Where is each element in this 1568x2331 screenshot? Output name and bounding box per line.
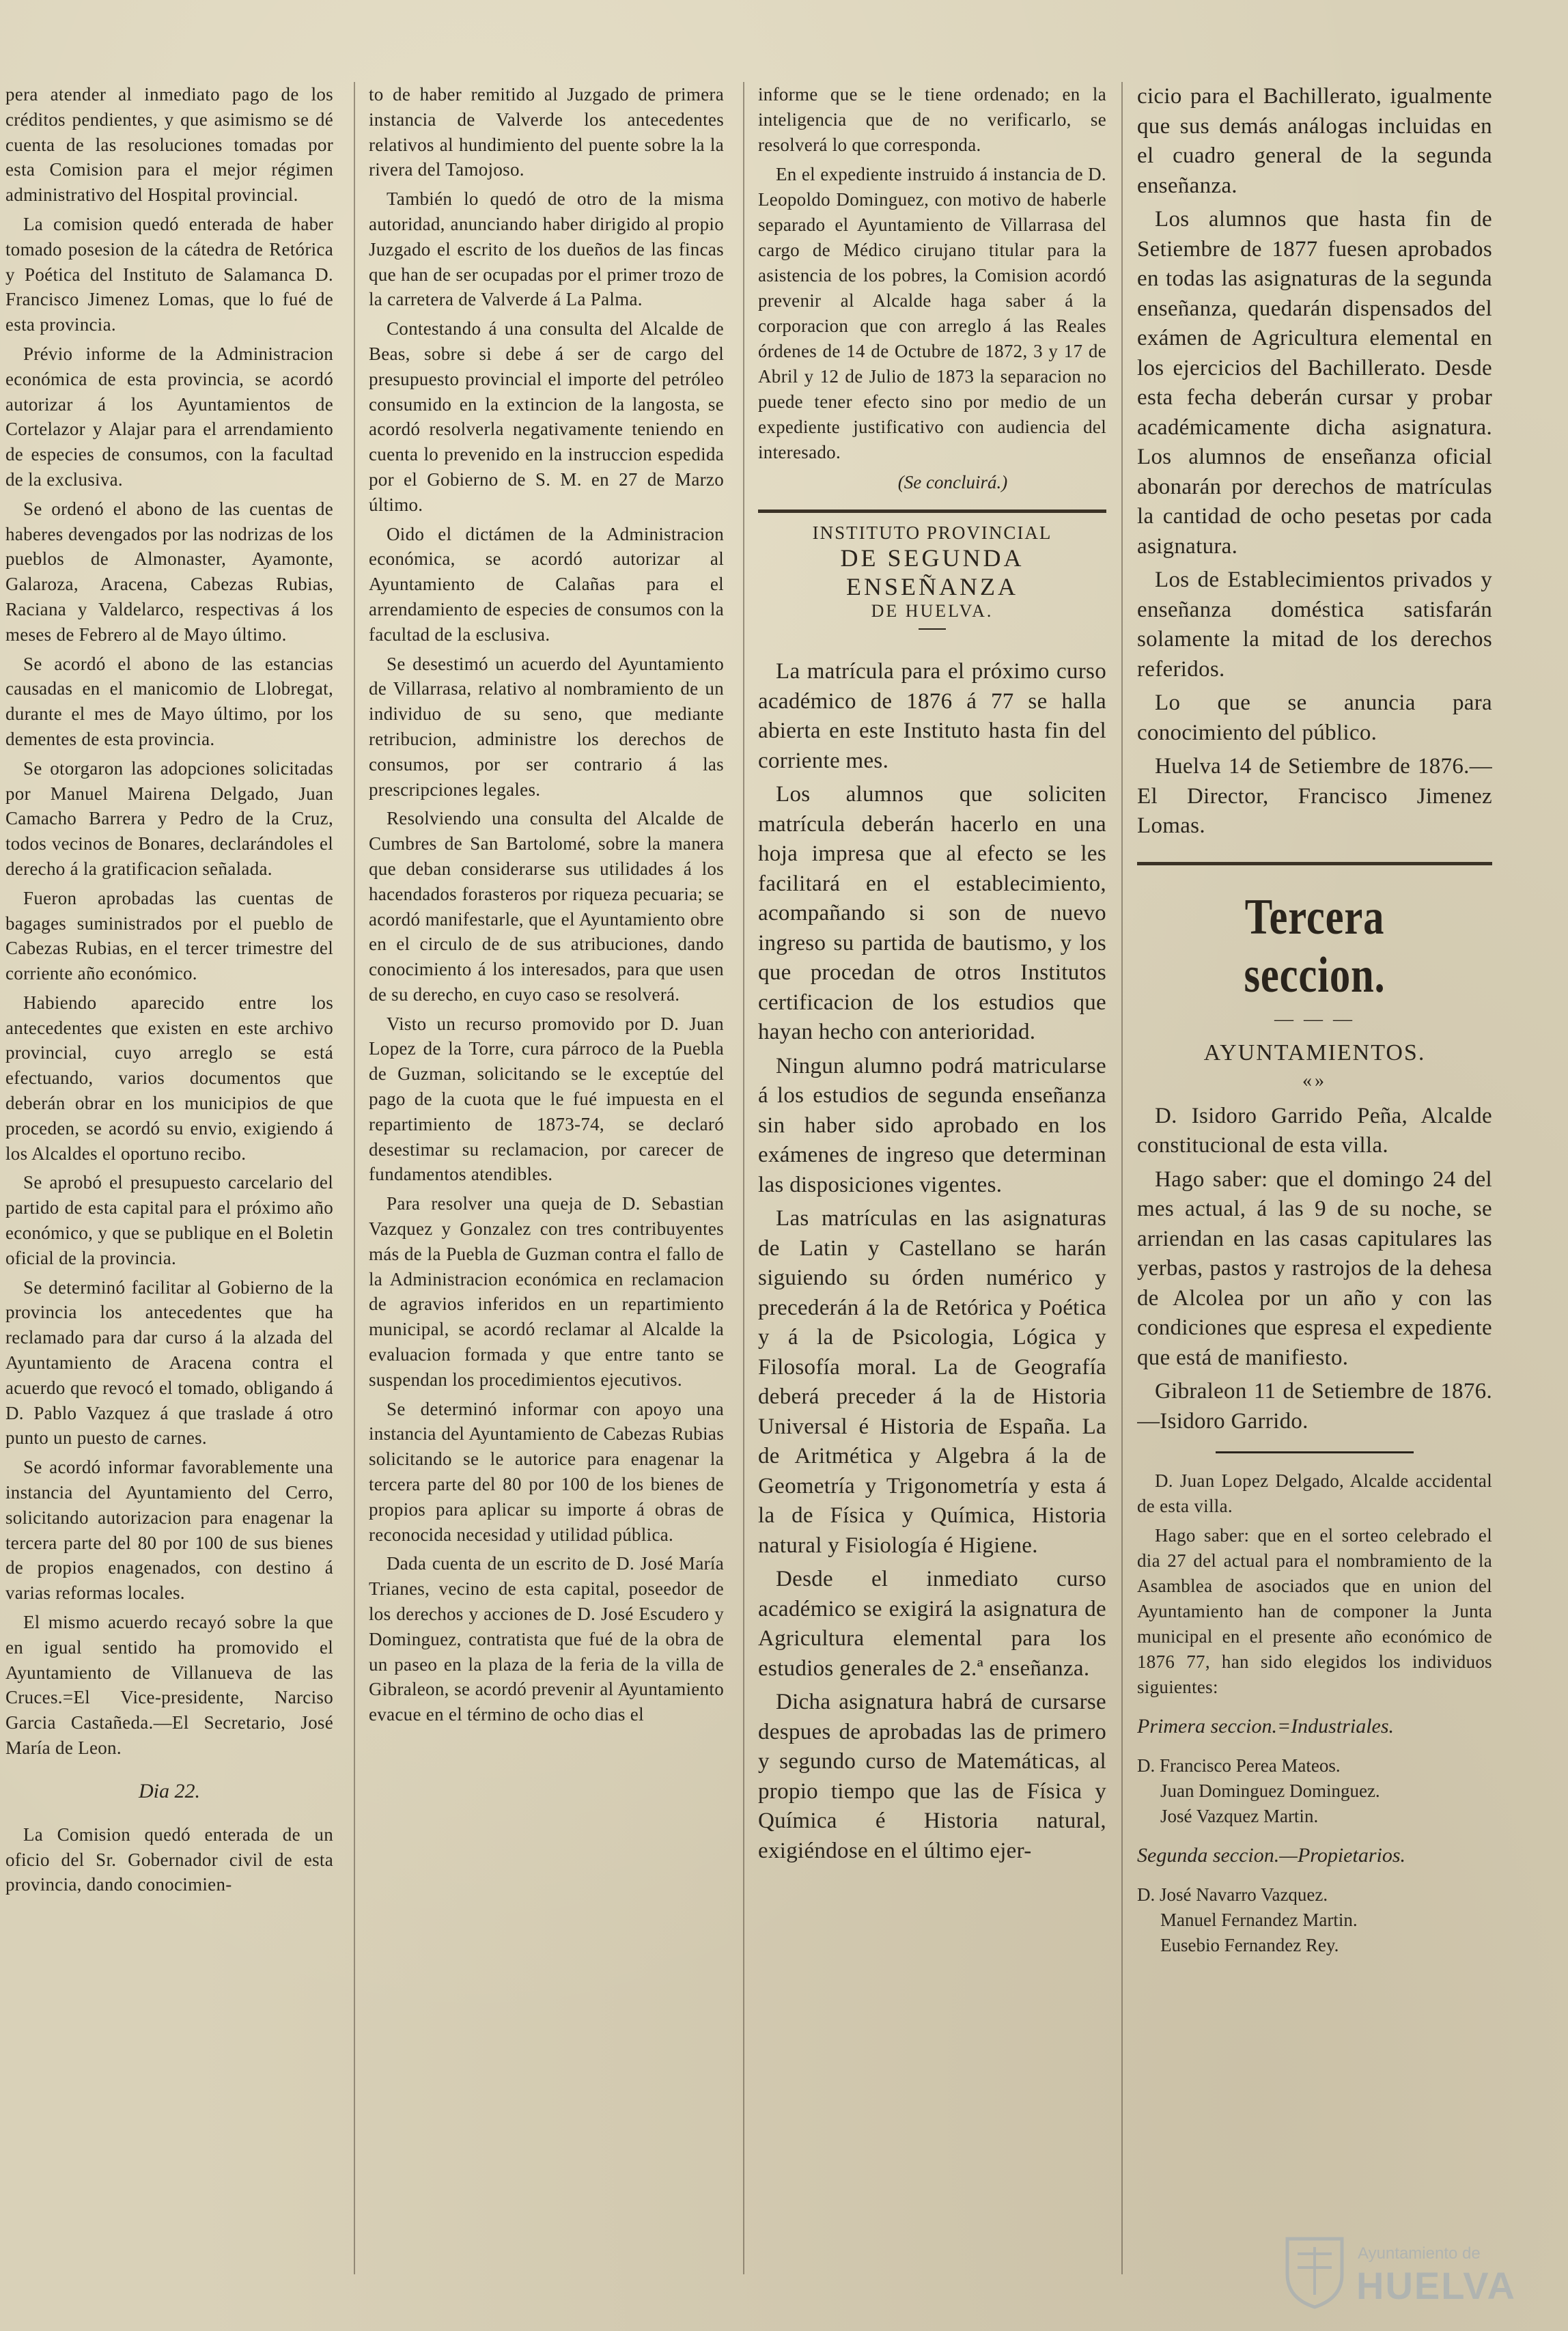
paragraph: Hago saber: que el domingo 24 del mes actual, á las 9 de su noche, se arriendan en las casas capitulares las yerbas, pastos y rastrojos de la dehesa de Alcolea por un año y con las condiciones que espresa el expediente que está de manifiesto. bbox=[1137, 1167, 1492, 1370]
paragraph: La Comision quedó enterada de un oficio del Sr. Gobernador civil de esta provincia, dando conocimien- bbox=[5, 1824, 333, 1895]
paragraph: Contestando á una consulta del Alcalde de Beas, sobre si debe á ser de cargo del presupuesto provincial el importe del petróleo consumido en la extincion de la langosta, se acordó resolverla negativamente teniendo en cuenta lo prevenido en la instruccion espedida por el Gobierno de S. M. en 27 de Marzo último. bbox=[369, 318, 724, 515]
paragraph: Ningun alumno podrá matricularse á los estudios de segunda enseñanza sin haber sido aprobado en los exámenes de ingreso que determinan las disposiciones vigentes. bbox=[758, 1053, 1106, 1197]
paragraph: La matrícula para el próximo curso académico de 1876 á 77 se halla abierta en este Instituto hasta fin del corriente mes. bbox=[758, 659, 1106, 773]
section-subtitle: AYUNTAMIENTOS. bbox=[1203, 1039, 1426, 1065]
column-3 bbox=[758, 82, 1106, 2274]
section-title: Tercera seccion. bbox=[1244, 889, 1386, 1003]
paragraph: Se ordenó el abono de las cuentas de haberes devengados por las nodrizas de los pueblos de Almonaster, Ayamonte, Galaroza, Aracena, Cabezas Rubias, Raciana y Valdelarco, respectivas á los meses de Febrero al de Mayo último. bbox=[5, 498, 333, 645]
divider bbox=[1216, 1451, 1414, 1453]
paragraph: Se desestimó un acuerdo del Ayuntamiento de Villarrasa, relativo al nombramiento de un individuo de su seno, que mediante retribucion, administre los derechos de consumos, por ser contrario á las prescripciones legales. bbox=[369, 653, 724, 800]
institute-subheading: DE SEGUNDA ENSEÑANZA bbox=[840, 544, 1024, 600]
list-item: José Vazquez Martin. bbox=[1160, 1806, 1319, 1826]
column-4 bbox=[1137, 82, 1492, 2274]
paragraph: Huelva 14 de Setiembre de 1876.—El Director, Francisco Jimenez Lomas. bbox=[1137, 754, 1492, 838]
paragraph: Hago saber: que en el sorteo celebrado el dia 27 del actual para el nombramiento de la Asamblea de asociados que en union del Ayuntamiento han de componer la Junta municipal en el presente año económico de 1876 77, han sido elegidos los individuos siguientes: bbox=[1137, 1525, 1492, 1697]
column-divider bbox=[354, 82, 355, 2274]
paragraph: Los de Establecimientos privados y enseñanza doméstica satisfarán solamente la mitad de los derechos referidos. bbox=[1137, 568, 1492, 682]
watermark-line1: Ayuntamiento de bbox=[1358, 2244, 1481, 2263]
paragraph: Dada cuenta de un escrito de D. José María Trianes, vecino de esta capital, poseedor de los derechos y acciones de D. José Escudero y Dominguez, contratista que fué de la obra de un paseo en la plaza de la feria de la villa de Gibraleon, se acordó prevenir al Ayuntamiento evacue en el término de ocho dias el bbox=[369, 1553, 724, 1725]
paragraph: pera atender al inmediato pago de los créditos pendientes, y que asimismo se dé cuenta de las resoluciones tomadas por esta Comision para el mejor régimen administrativo del Hospital provincial. bbox=[5, 84, 333, 206]
paragraph: La comision quedó enterada de haber tomado posesion de la cátedra de Retórica y Poética del Instituto de Salamanca D. Francisco Jimenez Lomas, que lo fué de esta provincia. bbox=[5, 213, 333, 335]
section-label: Segunda seccion.—Propietarios. bbox=[1137, 1844, 1406, 1867]
column-2 bbox=[369, 82, 724, 2274]
paragraph: Resolviendo una consulta del Alcalde de Cumbres de San Bartolomé, sobre la manera que deban considerarse sus utilidades á los hacendados forasteros por riqueza pecuaria; se acordó manifestarle, que el Ayuntamiento obre en el circulo de de sus atribuciones, dando conocimiento á los interesados, para que usen de su derecho, en cuyo caso se resolverá. bbox=[369, 808, 724, 1005]
paragraph: Para resolver una queja de D. Sebastian Vazquez y Gonzalez con tres contribuyentes más de la Puebla de Guzman contra el fallo de la Administracion económica en reclamacion de agravios inferidos en un repartimiento municipal, se acordó reclamar al Alcalde la evaluacion formada y que entre tanto se suspendan los procedimientos ejecutivos. bbox=[369, 1193, 724, 1390]
paragraph: D. Juan Lopez Delgado, Alcalde accidental de esta villa. bbox=[1137, 1470, 1492, 1516]
huelva-shield-icon bbox=[1284, 2233, 1345, 2310]
paragraph: Dicha asignatura habrá de cursarse despues de aprobadas las de primero y segundo curso de Matemáticas, al propio tiempo que las de Física y Química é Historia natural, exigiéndose en el último ejer- bbox=[758, 1690, 1106, 1863]
paragraph: El mismo acuerdo recayó sobre la que en igual sentido ha promovido el Ayuntamiento de Villanueva de las Cruces.=El Vice-presidente, Narciso Garcia Castañeda.—El Secretario, José María de Leon. bbox=[5, 1612, 333, 1758]
watermark-line2: HUELVA bbox=[1356, 2264, 1516, 2307]
to-be-continued: (Se concluirá.) bbox=[897, 472, 1008, 492]
paragraph: Desde el inmediato curso académico se exigirá la asignatura de Agricultura elemental para los estudios generales de 2.ª enseñanza. bbox=[758, 1567, 1106, 1681]
paragraph: Se otorgaron las adopciones solicitadas por Manuel Mairena Delgado, Juan Camacho Barrera y Pedro de la Cruz, todos vecinos de Bonares, declarándoles el derecho á la gratificacion señalada. bbox=[5, 757, 333, 879]
name-list bbox=[1137, 1753, 1492, 1829]
list-item: Manuel Fernandez Martin. bbox=[1160, 1910, 1358, 1930]
paragraph: informe que se le tiene ordenado; en la inteligencia que de no verificarlo, se resolverá lo que corresponda. bbox=[758, 84, 1106, 155]
section-rule bbox=[1137, 862, 1492, 865]
divider bbox=[919, 628, 946, 630]
archive-watermark bbox=[1284, 2233, 1516, 2315]
paragraph: Se aprobó el presupuesto carcelario del partido de esta capital para el próximo año económico, y que se publique en el Boletin oficial de la provincia. bbox=[5, 1172, 333, 1268]
paragraph: Habiendo aparecido entre los antecedentes que existen en este archivo provincial, cuyo arreglo se está efectuando, varios documentos que deberán obrar en los municipios de que proceden, se acordó su envio, exigiendo á los Alcaldes el oportuno recibo. bbox=[5, 992, 333, 1164]
section-label: Primera seccion.=Industriales. bbox=[1137, 1715, 1395, 1737]
paragraph: Gibraleon 11 de Setiembre de 1876.—Isidoro Garrido. bbox=[1137, 1379, 1492, 1434]
paragraph: Se acordó el abono de las estancias causadas en el manicomio de Llobregat, durante el mes de Mayo último, por los dementes de esta provincia. bbox=[5, 653, 333, 749]
paragraph: D. Isidoro Garrido Peña, Alcalde constitucional de esta villa. bbox=[1137, 1103, 1492, 1158]
paragraph: Los alumnos que soliciten matrícula deberán hacerlo en una hoja impresa que al efecto se les facilitará en el establecimiento, acompañando si son de nuevo ingreso su partida de bautismo, y los que procedan de otros Institutos certificacion de los estudios que hayan hecho con anterioridad. bbox=[758, 782, 1106, 1044]
name-list bbox=[1137, 1882, 1492, 1958]
list-item: Juan Dominguez Dominguez. bbox=[1160, 1781, 1380, 1801]
institute-city: DE HUELVA. bbox=[871, 601, 994, 621]
paragraph: Fueron aprobadas las cuentas de bagages suministrados por el pueblo de Cabezas Rubias, en el tercer trimestre del corriente año económico. bbox=[5, 887, 333, 984]
paragraph: to de haber remitido al Juzgado de primera instancia de Valverde los antecedentes relativos al hundimiento del puente sobre la la rivera del Tamojoso. bbox=[369, 84, 724, 180]
day-heading: Dia 22. bbox=[139, 1779, 200, 1802]
list-item: Eusebio Fernandez Rey. bbox=[1160, 1935, 1339, 1955]
column-divider bbox=[1121, 82, 1123, 2274]
ornament-divider: — — — bbox=[1274, 1008, 1355, 1030]
paragraph: Lo que se anuncia para conocimiento del público. bbox=[1137, 690, 1492, 745]
section-rule bbox=[758, 510, 1106, 513]
paragraph: También lo quedó de otro de la misma autoridad, anunciando haber dirigido al propio Juzgado el escrito de los dueños de las fincas que han de ser ocupadas por el primer trozo de la carretera de Valverde á La Palma. bbox=[369, 189, 724, 310]
paragraph: Oido el dictámen de la Administracion económica, se acordó autorizar al Ayuntamiento de Calañas para el arrendamiento de especies de consumos con la facultad de la esclusiva. bbox=[369, 523, 724, 645]
institute-heading: INSTITUTO PROVINCIAL bbox=[812, 522, 1052, 543]
paragraph: Los alumnos que hasta fin de Setiembre de 1877 fuesen aprobados en todas las asignaturas de la segunda enseñanza, quedarán dispensados del exámen de Agricultura elemental en los ejercicios del Bachillerato. Desde esta fecha deberán cursar y probar académicamente dicha asignatura. Los alumnos de enseñanza oficial abonarán por derechos de matrículas la cantidad de ocho pesetas por cada asignatura. bbox=[1137, 207, 1492, 559]
list-item: D. Francisco Perea Mateos. bbox=[1137, 1755, 1341, 1776]
paragraph: cicio para el Bachillerato, igualmente que sus demás análogas incluidas en el cuadro general de la segunda enseñanza. bbox=[1137, 84, 1492, 198]
paragraph: Se determinó facilitar al Gobierno de la provincia los antecedentes que ha reclamado para dar curso á la alzada del Ayuntamiento de Aracena contra el acuerdo que revocó el tomado, obligando á D. Pablo Vazquez á que traslade á otro punto un puesto de carnes. bbox=[5, 1276, 333, 1449]
list-item: D. José Navarro Vazquez. bbox=[1137, 1884, 1328, 1905]
paragraph: Se acordó informar favorablemente una instancia del Ayuntamiento del Cerro, solicitando autorizacion para enagenar la tercera parte del 80 por 100 de sus bienes de propios enagenados, con destino á varias reformas locales. bbox=[5, 1457, 333, 1604]
paragraph: Prévio informe de la Administracion económica de esta provincia, se acordó autorizar á los Ayuntamientos de Cortelazor y Alajar para el arrendamiento de especies de consumos, con la facultad de la exclusiva. bbox=[5, 343, 333, 490]
column-divider bbox=[743, 82, 744, 2274]
paragraph: Visto un recurso promovido por D. Juan Lopez de la Torre, cura párroco de la Puebla de Guzman, solicitando se le exceptúe del pago de la cuota que le fué impuesta en el repartimiento de 1873-74, se declaró desestimar su reclamacion, por carecer de fundamentos atendibles. bbox=[369, 1013, 724, 1185]
paragraph: Las matrículas en las asignaturas de Latin y Castellano se harán siguiendo su órden numérico y precederán á la de Retórica y Poética y á la de Psicologia, Lógica y Filosofía moral. La de Geografía deberá preceder á la de Historia Universal é Historia de España. La de Aritmética y Algebra á la de Geometría y Trigonometría y esta á la de Física y Química, Historia natural y Fisiología é Higiene. bbox=[758, 1206, 1106, 1558]
paragraph: En el expediente instruido á instancia de D. Leopoldo Dominguez, con motivo de haberle separado el Ayuntamiento de Villarrasa del cargo de Médico cirujano titular para la asistencia de los pobres, la Comision acordó prevenir al Alcalde haga saber á la corporacion que con arreglo á las Reales órdenes de 14 de Octubre de 1872, 3 y 17 de Abril y 12 de Julio de 1873 la separacion no puede tener efecto sino por medio de un expediente justificativo con audiencia del interesado. bbox=[758, 164, 1106, 462]
column-1 bbox=[5, 82, 333, 2274]
paragraph: Se determinó informar con apoyo una instancia del Ayuntamiento de Cabezas Rubias solicitando se le autorice para enagenar la tercera parte del 80 por 100 de los bienes de propios para aplicar su importe á obras de reconocida necesidad y utilidad pública. bbox=[369, 1398, 724, 1545]
ornament: «» bbox=[1302, 1070, 1327, 1091]
